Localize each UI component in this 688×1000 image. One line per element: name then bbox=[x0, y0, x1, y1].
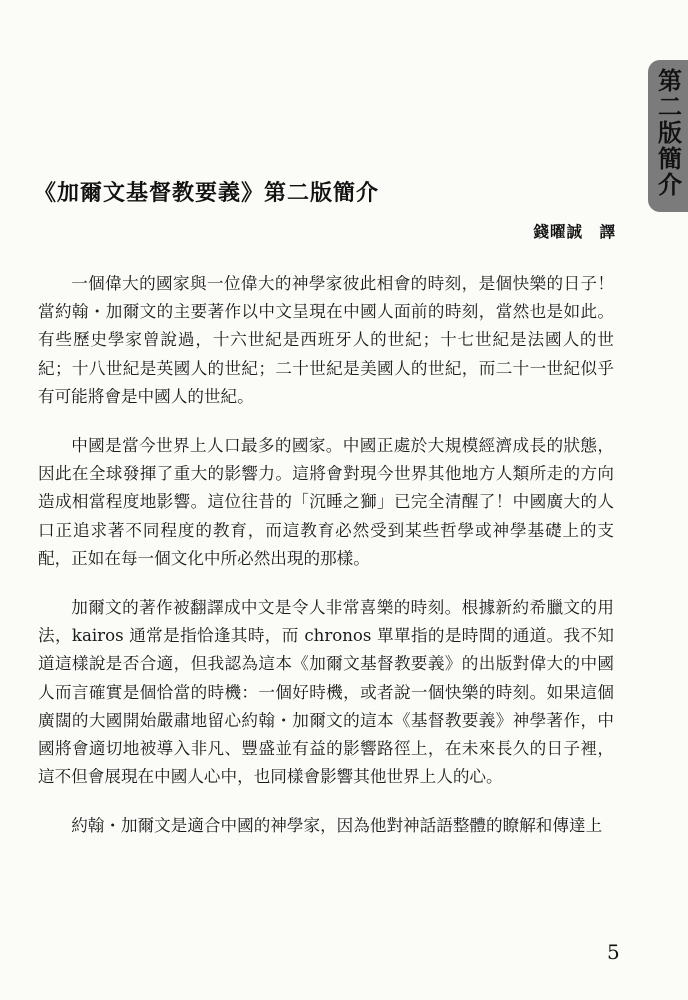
page-title: 《加爾文基督教要義》第二版簡介 bbox=[34, 180, 380, 206]
translator-credit: 錢曜誠 譯 bbox=[533, 223, 616, 241]
paragraph-3: 加爾文的著作被翻譯成中文是令人非常喜樂的時刻。根據新約希臘文的用法，kairos 通常是指恰逢其時，而 chronos 單單指的是時間的通道。我不知道這樣說是否合適，但我認為這本《加爾文基督教要義》的出版對偉大的中國人而言確實是個恰當的時機：一個好時機，或者說一個快樂的時刻。如果這個廣闊的大國開始嚴肅地留心約翰・加爾文的這本《基督教要義》神學著作，中國將會適切地被導入非凡、豐盛並有益的影響路徑上，在未來長久的日子裡，這不但會展現在中國人心中，也同樣會影響其他世界上人的心。 bbox=[38, 598, 614, 787]
chapter-side-tab bbox=[648, 60, 688, 212]
body-text bbox=[38, 270, 614, 862]
paragraph-4: 約翰・加爾文是適合中國的神學家，因為他對神話語整體的瞭解和傳達上 bbox=[71, 816, 603, 836]
page-number: 5 bbox=[607, 940, 620, 964]
paragraph-1: 一個偉大的國家與一位偉大的神學家彼此相會的時刻，是個快樂的日子！當約翰・加爾文的主要著作以中文呈現在中國人面前的時刻，當然也是如此。有些歷史學家曾說過，十六世紀是西班牙人的世紀；十七世紀是法國人的世紀；十八世紀是英國人的世紀；二十世紀是美國人的世紀，而二十一世紀似乎有可能將會是中國人的世紀。 bbox=[38, 274, 614, 406]
paragraph-2: 中國是當今世界上人口最多的國家。中國正處於大規模經濟成長的狀態，因此在全球發揮了重大的影響力。這將會對現今世界其他地方人類所走的方向造成相當程度地影響。這位往昔的「沉睡之獅」已完全清醒了！中國廣大的人口正追求著不同程度的教育，而這教育必然受到某些哲學或神學基礎上的支配，正如在每一個文化中所必然出現的那樣。 bbox=[38, 436, 614, 568]
chapter-side-tab-label: 第二版簡介 bbox=[653, 68, 682, 198]
